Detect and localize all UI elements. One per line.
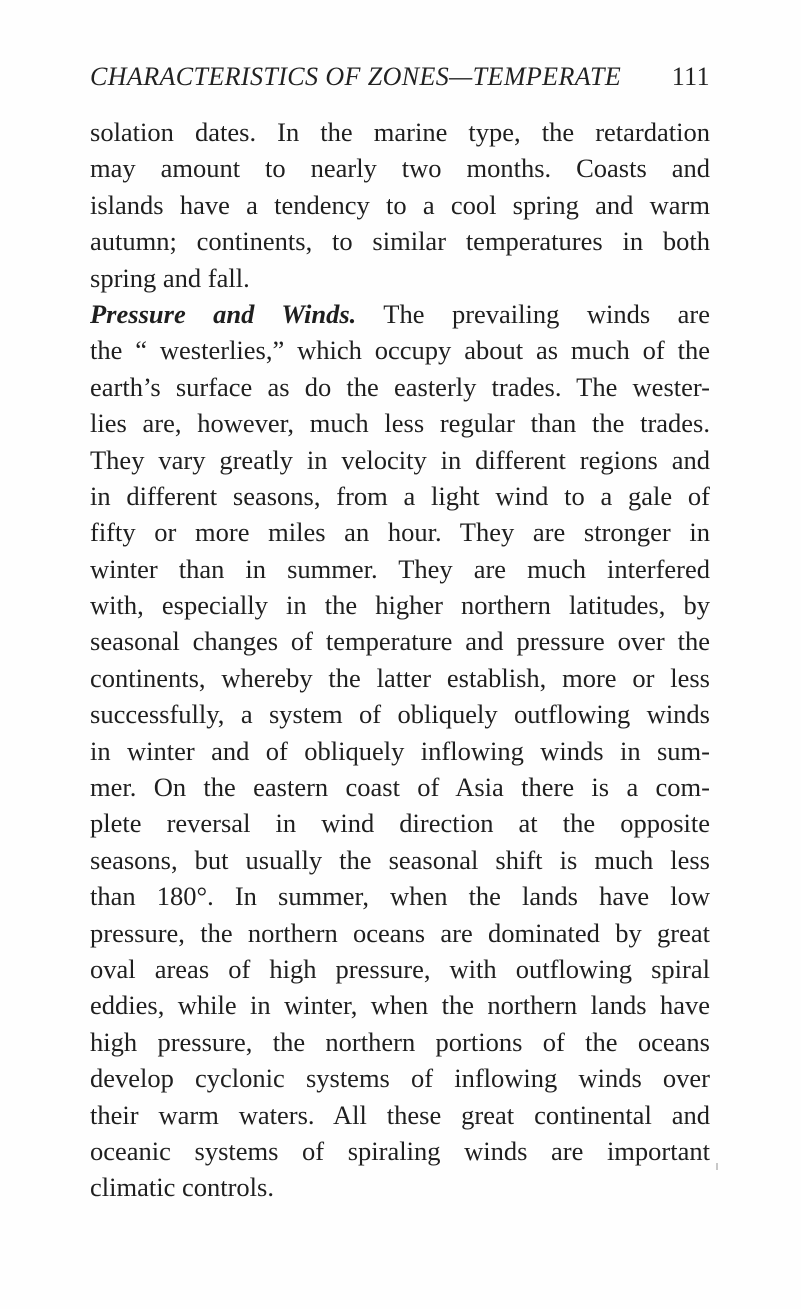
text-line-remainder: The prevailing winds are <box>356 298 710 329</box>
text-line: winter than in summer. They are much interfered <box>90 553 710 584</box>
text-line: seasonal changes of temperature and pressure over the <box>90 626 710 657</box>
text-line: They vary greatly in velocity in different regions and <box>90 444 710 475</box>
text-line: climatic controls. <box>90 1172 274 1203</box>
text-line: continents, whereby the latter establish, more or less <box>90 662 710 693</box>
text-line: successfully, a system of obliquely outflowing winds <box>90 699 710 730</box>
text-line: pressure, the northern oceans are dominated by great <box>90 917 710 948</box>
section-run-in-heading: Pressure and Winds. <box>90 298 357 329</box>
text-line: lies are, however, much less regular than the trades. <box>90 408 710 439</box>
text-line <box>90 296 710 332</box>
text-line: oceanic systems of spiraling winds are important <box>90 1135 710 1166</box>
text-line: seasons, but usually the seasonal shift is much less <box>90 844 710 875</box>
text-line: islands have a tendency to a cool spring and warm <box>90 189 710 220</box>
text-line: in winter and of obliquely inflowing winds in sum- <box>90 735 710 766</box>
text-line: than 180°. In summer, when the lands have low <box>90 881 710 912</box>
print-speck <box>716 1163 718 1170</box>
text-line: may amount to nearly two months. Coasts and <box>90 153 710 184</box>
running-head-title: CHARACTERISTICS OF ZONES—TEMPERATE <box>90 62 622 91</box>
text-line: the “ westerlies,” which occupy about as much of the <box>90 335 710 366</box>
page-number: 111 <box>671 62 710 91</box>
text-line: plete reversal in wind direction at the opposite <box>90 808 710 839</box>
text-line: mer. On the eastern coast of Asia there is a com- <box>90 772 710 803</box>
text-line: with, especially in the higher northern latitudes, by <box>90 590 710 621</box>
text-line: fifty or more miles an hour. They are stronger in <box>90 517 710 548</box>
text-line: eddies, while in winter, when the northern lands have <box>90 990 710 1021</box>
text-line: oval areas of high pressure, with outflowing spiral <box>90 953 710 984</box>
text-line: high pressure, the northern portions of the oceans <box>90 1026 710 1057</box>
text-line: solation dates. In the marine type, the retardation <box>90 117 710 147</box>
text-line: in different seasons, from a light wind to a gale of <box>90 480 710 511</box>
text-line: spring and fall. <box>90 262 250 293</box>
text-line: autumn; continents, to similar temperatures in both <box>90 226 710 257</box>
text-line: earth’s surface as do the easterly trades. The wester- <box>90 371 710 402</box>
text-line: their warm waters. All these great continental and <box>90 1099 710 1130</box>
text-line: develop cyclonic systems of inflowing winds over <box>90 1063 710 1094</box>
body-paragraph <box>90 114 710 1206</box>
